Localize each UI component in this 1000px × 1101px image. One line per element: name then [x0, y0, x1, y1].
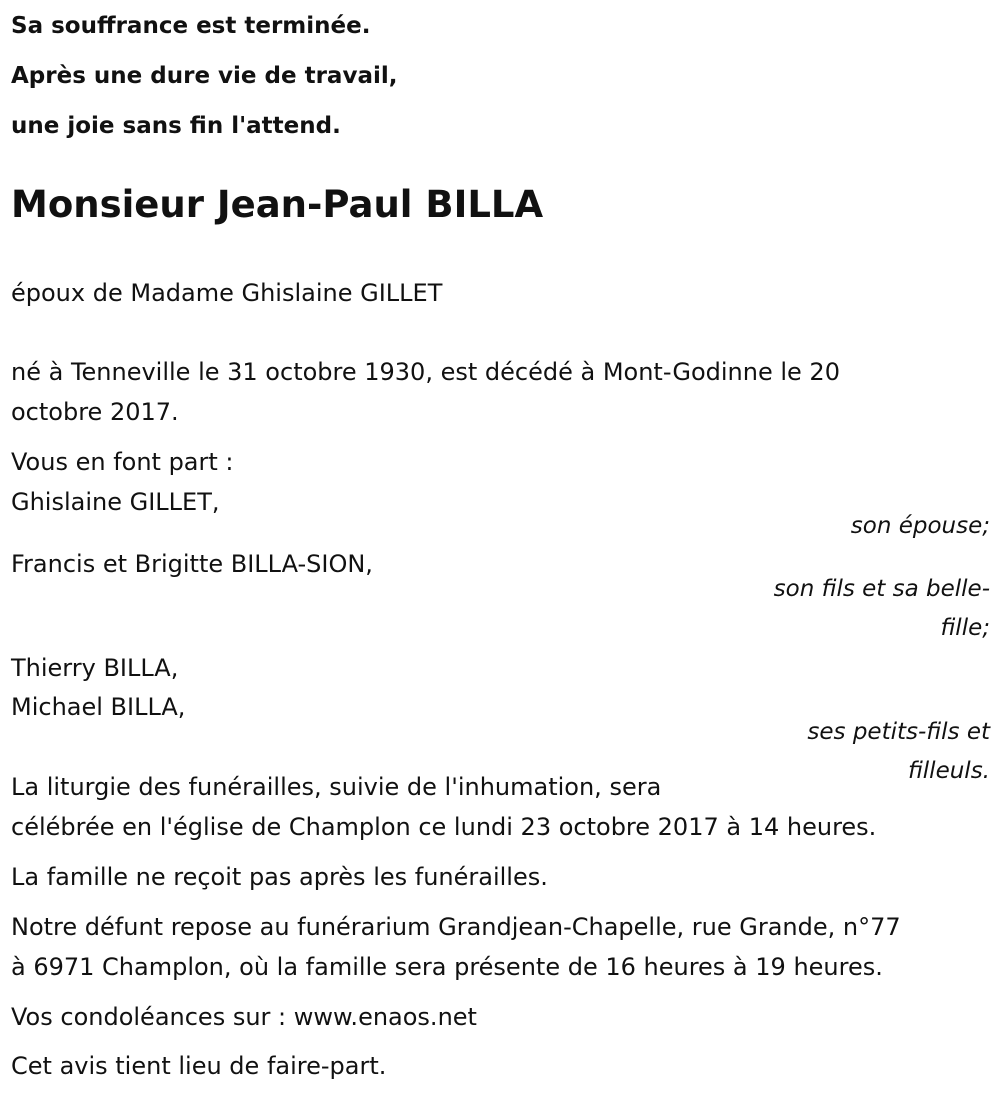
family-role: ses petits-fils et: [807, 719, 990, 745]
liturgy-line-1: La liturgie des funérailles, suivie de l'inhumation, sera: [11, 773, 662, 801]
announcement-intro: Vous en font part :: [11, 448, 234, 476]
condolences-line: Vos condoléances sur : www.enaos.net: [11, 1003, 477, 1031]
family-role: son épouse;: [850, 513, 990, 539]
family-role: fille;: [940, 615, 990, 641]
verse-line-2: Après une dure vie de travail,: [11, 63, 398, 89]
verse-line-1: Sa souffrance est terminée.: [11, 13, 371, 39]
reception-line: La famille ne reçoit pas après les funérailles.: [11, 863, 548, 891]
liturgy-line-2: célébrée en l'église de Champlon ce lundi 23 octobre 2017 à 14 heures.: [11, 813, 877, 841]
verse-line-3: une joie sans fin l'attend.: [11, 113, 341, 139]
deceased-name: Monsieur Jean-Paul BILLA: [11, 183, 544, 226]
family-name: Thierry BILLA,: [11, 654, 179, 682]
rest-line-1: Notre défunt repose au funérarium Grandjean-Chapelle, rue Grande, n°77: [11, 913, 901, 941]
family-name: Ghislaine GILLET,: [11, 488, 220, 516]
spouse-line: époux de Madame Ghislaine GILLET: [11, 279, 443, 307]
family-role: son fils et sa belle-: [773, 576, 990, 602]
notice-line: Cet avis tient lieu de faire-part.: [11, 1052, 387, 1080]
rest-line-2: à 6971 Champlon, où la famille sera présente de 16 heures à 19 heures.: [11, 953, 883, 981]
birth-death-line-1: né à Tenneville le 31 octobre 1930, est décédé à Mont-Godinne le 20: [11, 358, 840, 386]
family-role: filleuls.: [907, 758, 990, 784]
family-name: Francis et Brigitte BILLA-SION,: [11, 550, 373, 578]
birth-death-line-2: octobre 2017.: [11, 398, 179, 426]
family-name: Michael BILLA,: [11, 693, 186, 721]
